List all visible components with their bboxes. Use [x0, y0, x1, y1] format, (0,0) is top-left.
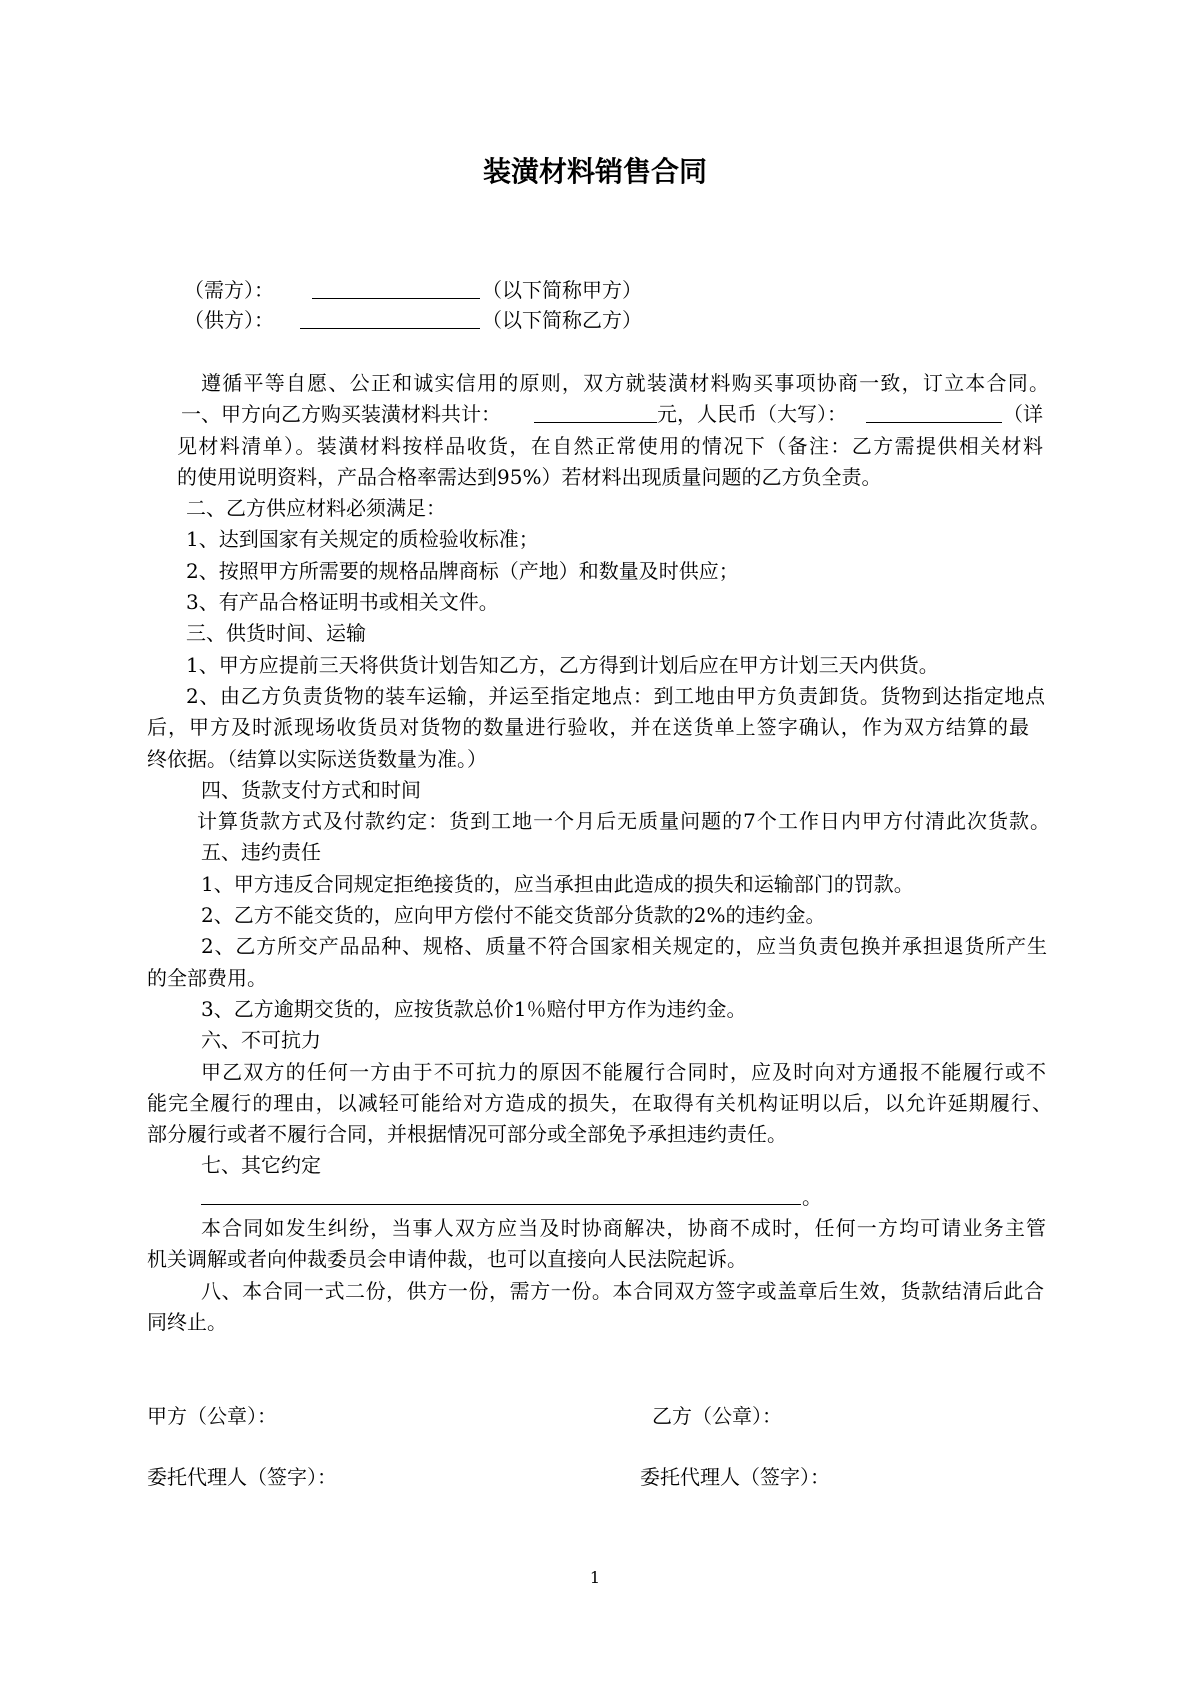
- clause-2-heading: 二、乙方供应材料必须满足：: [186, 496, 446, 521]
- seller-name-blank: [300, 305, 480, 329]
- clause-4-heading: 四、货款支付方式和时间: [201, 777, 421, 802]
- seller-label: （供方）：: [184, 308, 274, 332]
- clause-8-line: 八、本合同一式二份，供方一份，需方一份。本合同双方签字或盖章后生效，货款结清后此合: [201, 1278, 1044, 1303]
- seller-alias: （以下简称乙方）: [482, 308, 642, 332]
- clause-4-text: 计算货款方式及付款约定：货到工地一个月后无质量问题的7个工作日内甲方付清此次货款。: [197, 809, 1050, 834]
- amount-figure-blank: [534, 399, 657, 423]
- other-terms-period: 。: [802, 1184, 822, 1209]
- clause-5-item: 3、乙方逾期交货的，应按货款总价1％赔付甲方作为违约金。: [201, 996, 747, 1021]
- dispute-line: 机关调解或者向仲裁委员会申请仲裁，也可以直接向人民法院起诉。: [147, 1247, 747, 1272]
- other-terms-blank: [201, 1182, 801, 1205]
- seller-line: [0, 305, 1190, 336]
- buyer-label: （需方）：: [184, 278, 274, 302]
- clause-5-item: 2、乙方所交产品品种、规格、质量不符合国家相关规定的，应当负责包换并承担退货所产生: [201, 934, 1047, 959]
- clause-1-line: 的使用说明资料，产品合格率需达到95%）若材料出现质量问题的乙方负全责。: [177, 464, 882, 489]
- clause-2-item: 2、按照甲方所需要的规格品牌商标（产地）和数量及时供应；: [186, 558, 739, 583]
- party-a-agent-label: 委托代理人（签字）：: [147, 1465, 337, 1489]
- other-terms-line: [0, 1182, 1190, 1213]
- buyer-name-blank: [312, 275, 480, 299]
- clause-1-line: 见材料清单）。装潢材料按样品收货，在自然正常使用的情况下（备注：乙方需提供相关材料: [177, 433, 1043, 458]
- buyer-alias: （以下简称甲方）: [482, 278, 642, 302]
- clause-1-first-line: [0, 399, 1190, 430]
- clause-6-heading: 六、不可抗力: [201, 1028, 321, 1053]
- clause-1-tail: （详: [1003, 402, 1043, 427]
- clause-2-item: 3、有产品合格证明书或相关文件。: [186, 590, 499, 615]
- page-number: 1: [589, 1568, 601, 1587]
- clause-3-heading: 三、供货时间、运输: [186, 621, 366, 646]
- dispute-line: 本合同如发生纠纷，当事人双方应当及时协商解决，协商不成时，任何一方均可请业务主管: [201, 1216, 1046, 1241]
- clause-6-line: 部分履行或者不履行合同，并根据情况可部分或全部免予承担违约责任。: [147, 1122, 787, 1147]
- clause-8-line: 同终止。: [147, 1309, 227, 1334]
- clause-5-item: 1、甲方违反合同规定拒绝接货的，应当承担由此造成的损失和运输部门的罚款。: [201, 871, 914, 896]
- clause-1-lead: 一、甲方向乙方购买装潢材料共计：: [181, 402, 501, 427]
- clause-5-item-continued: 的全部费用。: [147, 965, 267, 990]
- contract-title: 装潢材料销售合同: [482, 155, 707, 188]
- clause-6-line: 能完全履行的理由，以减轻可能给对方造成的损失，在取得有关机构证明以后，以允许延期履行、: [147, 1090, 1052, 1115]
- preamble: 遵循平等自愿、公正和诚实信用的原则，双方就装潢材料购买事项协商一致，订立本合同。: [201, 371, 1049, 395]
- party-a-seal-label: 甲方（公章）：: [147, 1404, 277, 1428]
- clause-6-line: 甲乙双方的任何一方由于不可抗力的原因不能履行合同时，应及时向对方通报不能履行或不: [201, 1059, 1046, 1084]
- clause-3-item: 2、由乙方负责货物的装车运输，并运至指定地点：到工地由甲方负责卸货。货物到达指定地点: [186, 683, 1045, 708]
- clause-7-heading: 七、其它约定: [201, 1153, 321, 1178]
- seal-line: [0, 1401, 1190, 1432]
- contract-body: [0, 368, 1190, 1338]
- clause-3-item-continued: 终依据。（结算以实际送货数量为准。）: [147, 746, 487, 771]
- party-b-agent-label: 委托代理人（签字）：: [640, 1465, 830, 1489]
- clause-3-item: 1、甲方应提前三天将供货计划告知乙方，乙方得到计划后应在甲方计划三天内供货。: [186, 652, 939, 677]
- clause-5-item: 2、乙方不能交货的，应向甲方偿付不能交货部分货款的2%的违约金。: [201, 903, 826, 928]
- amount-words-blank: [866, 399, 1002, 423]
- clause-5-heading: 五、违约责任: [201, 840, 321, 865]
- party-b-seal-label: 乙方（公章）：: [652, 1404, 782, 1428]
- clause-2-item: 1、达到国家有关规定的质检验收标准；: [186, 527, 539, 552]
- buyer-line: [0, 275, 1190, 306]
- clause-1-unit: 元，人民币（大写）：: [657, 402, 847, 427]
- clause-3-item-continued: 后，甲方及时派现场收货员对货物的数量进行验收，并在送货单上签字确认，作为双方结算的最: [147, 715, 1029, 740]
- agent-line: [0, 1462, 1190, 1493]
